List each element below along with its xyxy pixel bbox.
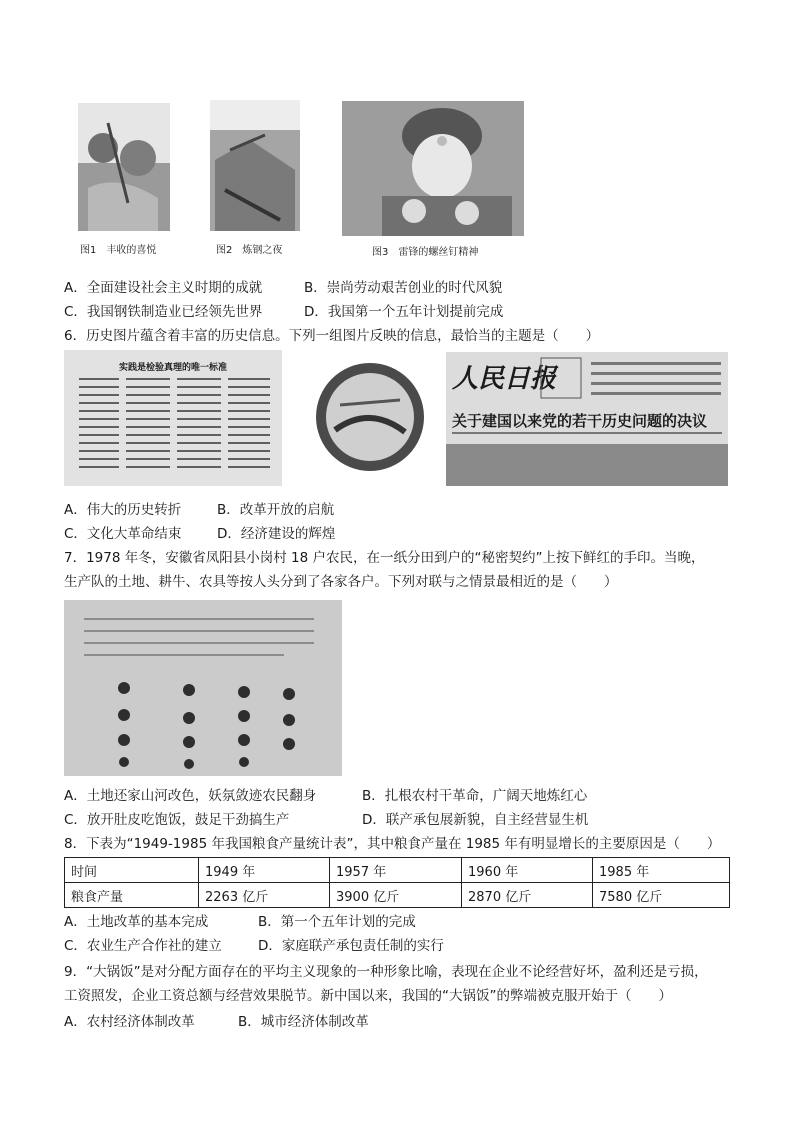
- leifeng-image: [342, 101, 524, 236]
- q6-photo-medal: [310, 360, 430, 475]
- contract-fingerprints-image: [64, 600, 342, 776]
- table-cell: 1960 年: [462, 858, 593, 883]
- q5-caption-1: 图1 丰收的喜悦: [80, 245, 157, 256]
- q6-newspaper-headline: 实践是检验真理的唯一标准: [119, 363, 228, 373]
- q5-option-d: D．我国第一个五年计划提前完成: [304, 304, 504, 320]
- q9-option-a: A．农村经济体制改革: [64, 1014, 195, 1030]
- q5-photo-harvest: [78, 103, 170, 231]
- q8-option-c: C．农业生产合作社的建立: [64, 938, 222, 954]
- table-cell: 7580 亿斤: [593, 883, 730, 908]
- table-cell: 2870 亿斤: [462, 883, 593, 908]
- q6-stem: 6．历史图片蕴含着丰富的历史信息。下列一组图片反映的信息，最恰当的主题是（ ）: [64, 328, 600, 344]
- q8-option-a: A．土地改革的基本完成: [64, 914, 209, 930]
- q7-option-b: B．扎根农村干革命，广阔天地炼红心: [362, 788, 588, 804]
- q5-photo-leifeng: [342, 101, 524, 236]
- q8-option-d: D．家庭联产承包责任制的实行: [258, 938, 444, 954]
- q5-photo-steel: [210, 100, 300, 231]
- table-cell: 1957 年: [330, 858, 462, 883]
- q7-option-d: D．联产承包展新貌，自主经营显生机: [362, 812, 589, 828]
- q6-option-a: A．伟大的历史转折: [64, 502, 182, 518]
- table-cell: 1949 年: [199, 858, 330, 883]
- q6-photo-newspaper: [64, 350, 282, 486]
- q5-caption-3: 图3 雷锋的螺丝钉精神: [372, 247, 479, 258]
- steel-night-image: [210, 100, 300, 231]
- table-cell: 2263 亿斤: [199, 883, 330, 908]
- q6-option-d: D．经济建设的辉煌: [217, 526, 336, 542]
- q6-option-b: B．改革开放的启航: [217, 502, 335, 518]
- table-row: [65, 858, 730, 883]
- q7-stem-line2: 生产队的土地、耕牛、农具等按人头分到了各家各户。下列对联与之情景最相近的是（ ）: [64, 574, 618, 590]
- table-cell: 时间: [65, 858, 199, 883]
- q6-photo-peoples-daily: [446, 352, 728, 486]
- q7-option-c: C．放开肚皮吃饱饭，鼓足干劲搞生产: [64, 812, 290, 828]
- medal-image: [310, 360, 430, 475]
- q5-option-b: B．崇尚劳动艰苦创业的时代风貌: [304, 280, 503, 296]
- q8-stem: 8．下表为“1949-1985 年我国粮食产量统计表”，其中粮食产量在 1985 年有明显增长的主要原因是（ ）: [64, 836, 721, 852]
- q5-option-c: C．我国钢铁制造业已经领先世界: [64, 304, 263, 320]
- harvest-image: [78, 103, 170, 231]
- q8-option-b: B．第一个五年计划的完成: [258, 914, 416, 930]
- q7-photo-secret-contract: [64, 600, 342, 776]
- q7-option-a: A．土地还家山河改色，妖氛敛迹农民翻身: [64, 788, 317, 804]
- q7-stem-line1: 7．1978 年冬，安徽省凤阳县小岗村 18 户农民，在一纸分田到户的“秘密契约”上按下鲜红的手印。当晚，: [64, 550, 705, 566]
- q9-stem-line1: 9．“大锅饭”是对分配方面存在的平均主义现象的一种形象比喻，表现在企业不论经营好坏，盈利还是亏损，: [64, 964, 708, 980]
- q5-caption-2: 图2 炼钢之夜: [216, 245, 283, 256]
- peoples-daily-photo-strip: [446, 352, 728, 486]
- table-row: [65, 883, 730, 908]
- q5-option-a: A．全面建设社会主义时期的成就: [64, 280, 263, 296]
- q6-option-c: C．文化大革命结束: [64, 526, 182, 542]
- table-cell: 1985 年: [593, 858, 730, 883]
- table-cell: 3900 亿斤: [330, 883, 462, 908]
- table-cell: 粮食产量: [65, 883, 199, 908]
- grain-output-table: [64, 857, 730, 908]
- peoples-daily-masthead: 人民日报: [452, 364, 557, 394]
- q9-option-b: B．城市经济体制改革: [238, 1014, 369, 1030]
- newspaper-columns-image: [64, 350, 282, 486]
- q9-stem-line2: 工资照发，企业工资总额与经营效果脱节。新中国以来，我国的“大锅饭”的弊端被克服开始于（ ）: [64, 988, 672, 1004]
- peoples-daily-headline: 关于建国以来党的若干历史问题的决议: [452, 412, 708, 430]
